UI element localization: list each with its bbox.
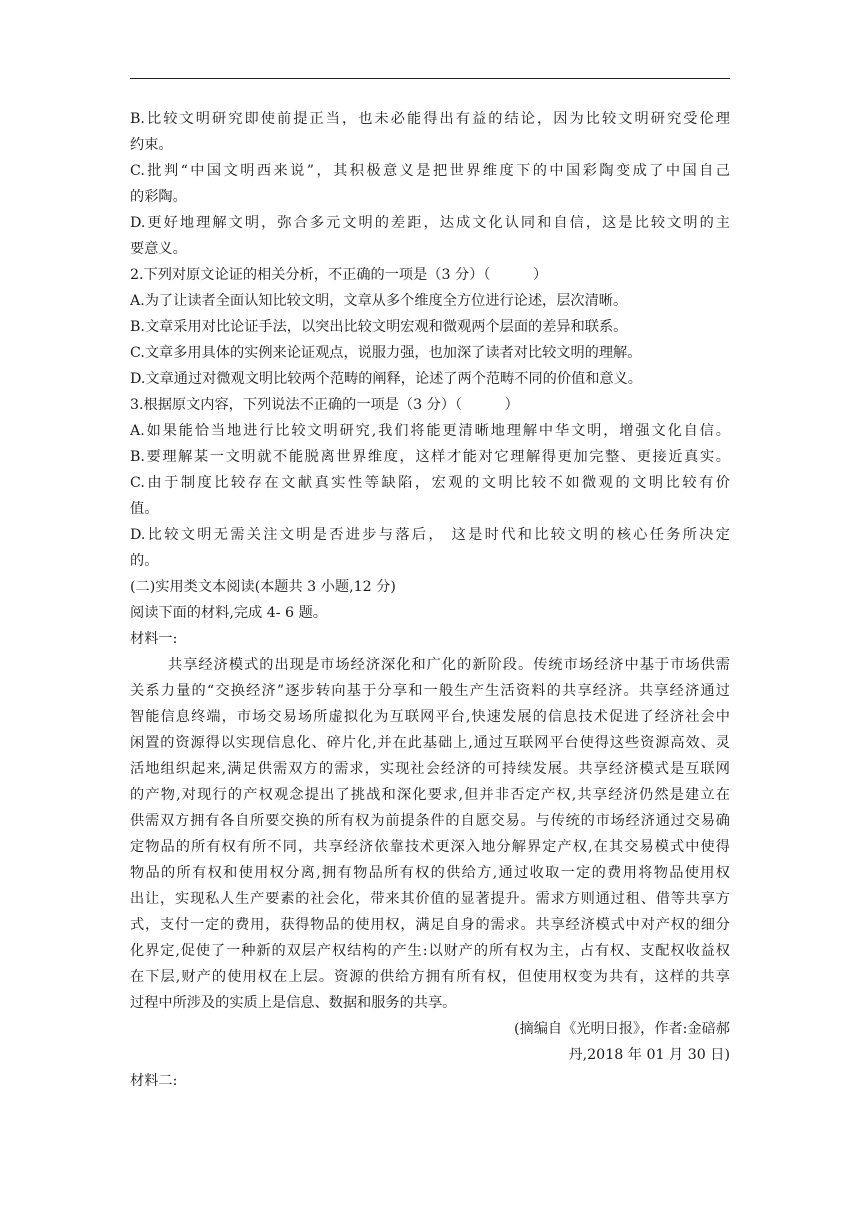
section-heading: (二)实用类文本阅读(本题共 3 小题,12 分)	[130, 579, 396, 595]
q2-stem: 2.下列对原文论证的相关分析，不正确的一项是（3 分）（ ）	[130, 267, 548, 283]
material1-line: 共享经济模式的出现是市场经济深化和广化的新阶段。传统市场经济中基于市场供需	[168, 657, 730, 673]
material1-line: 供需双方拥有各自所要交换的所有权为前提条件的自愿交易。与传统的市场经济通过交易确	[130, 813, 730, 829]
material1-line: 过程中所涉及的实质上是信息、数据和服务的共享。	[130, 995, 457, 1011]
document-page	[130, 106, 730, 1094]
source-citation-line2: 丹,2018 年 01 月 30 日)	[568, 1047, 730, 1063]
material1-line: 活地组织起来,满足供需双方的需求，实现社会经济的可持续发展。共享经济模式是互联网	[130, 761, 730, 777]
material1-line: 在下层,财产的使用权在上层。资源的供给方拥有所有权，但使用权变为共有，这样的共享	[130, 969, 730, 985]
material1-line: 关系力量的“交换经济”逐步转向基于分享和一般生产生活资料的共享经济。共享经济通过	[130, 683, 730, 699]
material1-line: 化界定,促使了一种新的双层产权结构的产生:以财产的所有权为主，占有权、支配权收益权	[130, 943, 730, 959]
q3-option-a: A.如果能恰当地进行比较文明研究,我们将能更清晰地理解中华文明，增强文化自信。	[130, 423, 730, 439]
source-citation-line1: (摘编自《光明日报》，作者:金碚郝	[513, 1021, 730, 1037]
q1-option-d-line1: D.更好地理解文明，弥合多元文明的差距，达成文化认同和自信，这是比较文明的主	[130, 215, 730, 231]
material1-label: 材料一:	[130, 631, 178, 647]
q1-option-b-line2: 约束。	[130, 137, 173, 153]
q3-option-d-line1: D.比较文明无需关注文明是否进步与落后， 这是时代和比较文明的核心任务所决定	[130, 527, 730, 543]
section-instruction: 阅读下面的材料,完成 4- 6 题。	[130, 605, 327, 621]
q3-option-b: B.要理解某一文明就不能脱离世界维度，这样才能对它理解得更加完整、更接近真实。	[130, 449, 730, 465]
material2-label: 材料二:	[130, 1073, 178, 1089]
material1-line: 出让，实现私人生产要素的社会化，带来其价值的显著提升。需求方则通过租、借等共享方	[130, 891, 730, 907]
q2-option-b: B.文章采用对比论证手法，以突出比较文明宏观和微观两个层面的差异和联系。	[130, 319, 628, 335]
q3-option-c-line1: C.由于制度比较存在文献真实性等缺陷，宏观的文明比较不如微观的文明比较有价	[130, 475, 730, 491]
q1-option-c-line1: C.批判“中国文明西来说”，其积极意义是把世界维度下的中国彩陶变成了中国自己	[130, 163, 730, 179]
material1-line: 物品的所有权和使用权分离,拥有物品所有权的供给方,通过收取一定的费用将物品使用权	[130, 865, 730, 881]
q3-option-c-line2: 值。	[130, 501, 159, 517]
q1-option-c-line2: 的彩陶。	[130, 189, 187, 205]
material1-line: 智能信息终端，市场交易场所虚拟化为互联网平台,快速发展的信息技术促进了经济社会中	[130, 709, 730, 725]
q1-option-b-line1: B.比较文明研究即使前提正当，也未必能得出有益的结论，因为比较文明研究受伦理	[130, 111, 730, 127]
q2-option-c: C.文章多用具体的实例来论证观点，说服力强，也加深了读者对比较文明的理解。	[130, 345, 642, 361]
material1-line: 式，支付一定的费用，获得物品的使用权，满足自身的需求。共享经济模式中对产权的细分	[130, 917, 730, 933]
material1-line: 定物品的所有权有所不同，共享经济依靠技术更深入地分解界定产权,在其交易模式中使得	[130, 839, 730, 855]
material1-line: 闲置的资源得以实现信息化、碎片化,并在此基础上,通过互联网平台使得这些资源高效、灵	[130, 735, 730, 751]
q3-option-d-line2: 的。	[130, 553, 159, 569]
q1-option-d-line2: 要意义。	[130, 241, 187, 257]
q2-option-a: A.为了让读者全面认知比较文明，文章从多个维度全方位进行论述，层次清晰。	[130, 293, 628, 309]
q2-option-d: D.文章通过对微观文明比较两个范畴的阐释，论述了两个范畴不同的价值和意义。	[130, 371, 642, 387]
material1-paragraph	[130, 652, 730, 1016]
q3-stem: 3.根据原文内容，下列说法不正确的一项是（3 分）（ ）	[130, 397, 519, 413]
header-rule	[130, 78, 730, 79]
material1-line: 的产物,对现行的产权观念提出了挑战和深化要求,但并非否定产权,共享经济仍然是建立在	[130, 787, 730, 803]
